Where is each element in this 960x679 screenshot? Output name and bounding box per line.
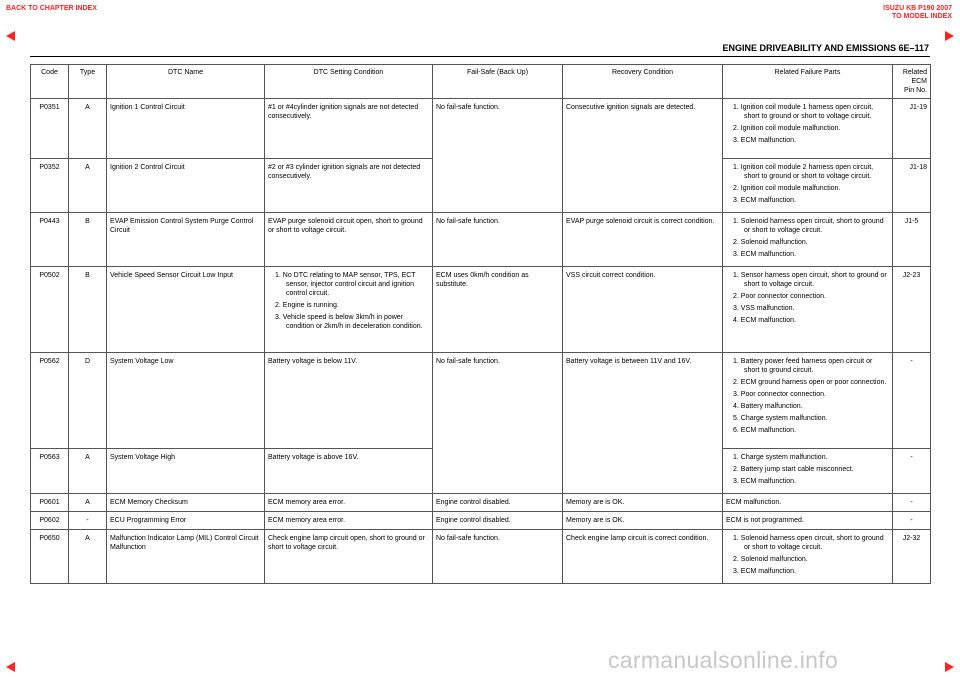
list-item: 2. Ignition coil module malfunction. — [733, 185, 841, 192]
cell-pin: - — [893, 494, 931, 512]
list-item: 1. No DTC relating to MAP sensor, TPS, ECT sensor, injector control circuit and ignition control circuit. — [275, 272, 416, 297]
cell-setting: Battery voltage is above 16V. — [265, 449, 433, 494]
previous-page-bottom-arrow-icon[interactable] — [6, 662, 15, 672]
previous-page-arrow-icon[interactable] — [6, 31, 15, 41]
to-model-index-text: TO MODEL INDEX — [891, 13, 952, 20]
col-pin-line2: ECM — [911, 78, 927, 85]
cell-recovery: Consecutive ignition signals are detected. — [563, 99, 723, 213]
list-item: 1. Solenoid harness open circuit, short to ground or short to voltage circuit. — [733, 218, 884, 234]
cell-name: System Voltage High — [107, 449, 265, 494]
cell-pin: - — [893, 353, 931, 449]
cell-failsafe: No fail-safe function. — [433, 530, 563, 584]
col-pin-line3: Pin No. — [904, 87, 927, 94]
col-code: Code — [31, 65, 69, 99]
cell-type: A — [69, 449, 107, 494]
cell-failure-parts — [723, 449, 893, 494]
cell-failure-parts — [723, 267, 893, 353]
cell-failure-parts — [723, 159, 893, 213]
cell-setting: Battery voltage is below 11V. — [265, 353, 433, 449]
cell-failsafe: Engine control disabled. — [433, 494, 563, 512]
list-item: 4. ECM malfunction. — [733, 317, 797, 324]
cell-type: B — [69, 213, 107, 267]
list-item: 2. Poor connector connection. — [733, 293, 827, 300]
col-ecm-pin — [893, 65, 931, 99]
cell-name: Vehicle Speed Sensor Circuit Low Input — [107, 267, 265, 353]
cell-failure-parts — [723, 530, 893, 584]
cell-setting: #1 or #4cylinder ignition signals are not detected consecutively. — [265, 99, 433, 159]
cell-name: System Voltage Low — [107, 353, 265, 449]
col-pin-line1: Related — [902, 69, 927, 76]
list-item: 1. Charge system malfunction. — [733, 454, 828, 461]
table-row-p0601 — [31, 494, 931, 512]
cell-recovery: Battery voltage is between 11V and 16V. — [563, 353, 723, 494]
col-type: Type — [69, 65, 107, 99]
col-recovery-condition: Recovery Condition — [563, 65, 723, 99]
cell-type: A — [69, 494, 107, 512]
cell-setting: ECM memory area error. — [265, 494, 433, 512]
page-header: ENGINE DRIVEABILITY AND EMISSIONS 6E–117 — [722, 43, 929, 53]
cell-failure-parts: ECM malfunction. — [723, 494, 893, 512]
back-to-chapter-index-link[interactable]: BACK TO CHAPTER INDEX — [6, 5, 97, 12]
cell-pin: - — [893, 512, 931, 530]
cell-code: P0602 — [31, 512, 69, 530]
cell-code: P0351 — [31, 99, 69, 159]
list-item: 1. Battery power feed harness open circuit or short to ground circuit. — [733, 358, 873, 374]
cell-failure-parts — [723, 353, 893, 449]
watermark: carmanualsonline.info — [608, 647, 839, 673]
cell-recovery: Memory are is OK. — [563, 512, 723, 530]
cell-type: A — [69, 530, 107, 584]
cell-type: A — [69, 159, 107, 213]
list-item: 3. ECM malfunction. — [733, 197, 797, 204]
list-item: 3. ECM malfunction. — [733, 137, 797, 144]
list-item: 2. ECM ground harness open or poor connection. — [733, 379, 887, 386]
cell-code: P0563 — [31, 449, 69, 494]
table-header-row — [31, 65, 931, 99]
cell-type: - — [69, 512, 107, 530]
cell-setting: #2 or #3 cylinder ignition signals are not detected consecutively. — [265, 159, 433, 213]
next-page-bottom-arrow-icon[interactable] — [945, 662, 954, 672]
cell-setting — [265, 267, 433, 353]
cell-name: ECM Memory Checksum — [107, 494, 265, 512]
cell-code: P0443 — [31, 213, 69, 267]
table-row-p0602 — [31, 512, 931, 530]
cell-name: Ignition 2 Control Circuit — [107, 159, 265, 213]
cell-type: D — [69, 353, 107, 449]
cell-name: EVAP Emission Control System Purge Control Circuit — [107, 213, 265, 267]
cell-failsafe: No fail-safe function. — [433, 99, 563, 213]
cell-recovery: Check engine lamp circuit is correct condition. — [563, 530, 723, 584]
cell-code: P0502 — [31, 267, 69, 353]
col-dtc-name: DTC Name — [107, 65, 265, 99]
list-item: 6. ECM malfunction. — [733, 427, 797, 434]
cell-failsafe: No fail-safe function. — [433, 213, 563, 267]
list-item: 5. Charge system malfunction. — [733, 415, 828, 422]
cell-failure-parts — [723, 213, 893, 267]
list-item: 1. Solenoid harness open circuit, short to ground or short to voltage circuit. — [733, 535, 884, 551]
cell-code: P0562 — [31, 353, 69, 449]
cell-name: ECU Programming Error — [107, 512, 265, 530]
cell-code: P0601 — [31, 494, 69, 512]
model-index-link[interactable] — [883, 5, 952, 21]
cell-setting: EVAP purge solenoid circuit open, short to ground or short to voltage circuit. — [265, 213, 433, 267]
list-item: 2. Battery jump start cable misconnect. — [733, 466, 854, 473]
cell-setting: Check engine lamp circuit open, short to ground or short to voltage circuit. — [265, 530, 433, 584]
col-related-failure-parts: Related Failure Parts — [723, 65, 893, 99]
list-item: 2. Engine is running. — [275, 302, 339, 309]
table-row-p0351 — [31, 99, 931, 159]
cell-pin: J2-32 — [893, 530, 931, 584]
list-item: 1. Ignition coil module 1 harness open circuit, short to ground or short to voltage circuit. — [733, 104, 874, 120]
dtc-table — [30, 64, 931, 584]
model-title-text: ISUZU KB P190 2007 — [883, 5, 952, 12]
cell-pin: - — [893, 449, 931, 494]
list-item: 3. ECM malfunction. — [733, 251, 797, 258]
cell-name: Ignition 1 Control Circuit — [107, 99, 265, 159]
cell-type: B — [69, 267, 107, 353]
list-item: 2. Ignition coil module malfunction. — [733, 125, 841, 132]
cell-recovery: Memory are is OK. — [563, 494, 723, 512]
col-fail-safe: Fail-Safe (Back Up) — [433, 65, 563, 99]
cell-recovery: EVAP purge solenoid circuit is correct condition. — [563, 213, 723, 267]
cell-code: P0650 — [31, 530, 69, 584]
cell-failsafe: No fail-safe function. — [433, 353, 563, 494]
list-item: 3. ECM malfunction. — [733, 568, 797, 575]
list-item: 4. Battery malfunction. — [733, 403, 803, 410]
cell-failsafe: ECM uses 0km/h condition as substitute. — [433, 267, 563, 353]
table-row-p0562 — [31, 353, 931, 449]
cell-type: A — [69, 99, 107, 159]
cell-failure-parts — [723, 99, 893, 159]
cell-code: P0352 — [31, 159, 69, 213]
list-item: 1. Sensor harness open circuit, short to ground or short to voltage circuit. — [733, 272, 887, 288]
cell-pin: J1-18 — [893, 159, 931, 213]
list-item: 3. ECM malfunction. — [733, 478, 797, 485]
cell-setting: ECM memory area error. — [265, 512, 433, 530]
cell-pin: J1-5 — [893, 213, 931, 267]
cell-pin: J2-23 — [893, 267, 931, 353]
cell-name: Malfunction Indicator Lamp (MIL) Control Circuit Malfunction — [107, 530, 265, 584]
cell-recovery: VSS circuit correct condition. — [563, 267, 723, 353]
header-rule — [30, 56, 930, 57]
list-item: 1. Ignition coil module 2 harness open circuit, short to ground or short to voltage circuit. — [733, 164, 874, 180]
list-item: 2. Solenoid malfunction. — [733, 556, 808, 563]
table-row-p0443 — [31, 213, 931, 267]
cell-failsafe: Engine control disabled. — [433, 512, 563, 530]
col-setting-condition: DTC Setting Condition — [265, 65, 433, 99]
cell-pin: J1-19 — [893, 99, 931, 159]
table-row-p0502 — [31, 267, 931, 353]
list-item: 3. Vehicle speed is below 3km/h in power condition or 2km/h in deceleration condition. — [275, 314, 423, 330]
table-row-p0650 — [31, 530, 931, 584]
cell-failure-parts: ECM is not programmed. — [723, 512, 893, 530]
next-page-arrow-icon[interactable] — [945, 31, 954, 41]
list-item: 3. VSS malfunction. — [733, 305, 795, 312]
list-item: 3. Poor connector connection. — [733, 391, 827, 398]
list-item: 2. Solenoid malfunction. — [733, 239, 808, 246]
